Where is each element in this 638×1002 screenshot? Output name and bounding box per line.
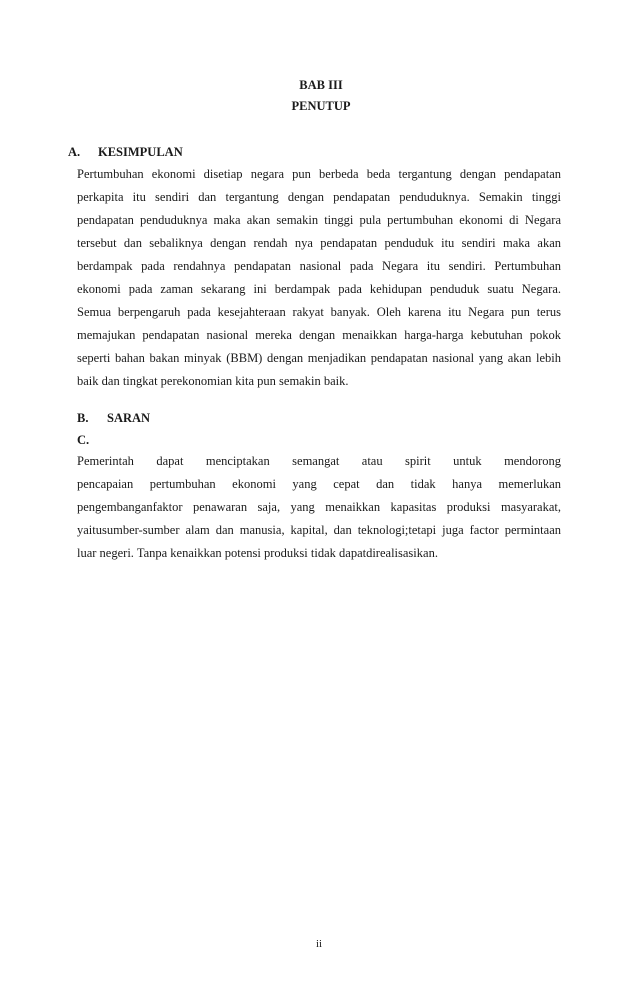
section-a-line: Semua berpengaruh pada kesejahteraan rakyat banyak. Oleh karena itu Negara pun terus [77,305,561,319]
section-a-line: perkapita itu sendiri dan tergantung dengan pendapatan penduduknya. Semakin tinggi [77,190,561,204]
section-a-line: ekonomi pada zaman sekarang ini berdampak pada kehidupan penduduk suatu Negara. [77,282,561,296]
section-a-line: memajukan pendapatan nasional mereka dengan menaikkan harga-harga kebutuhan pokok [77,328,561,342]
chapter-title: PENUTUP [291,99,351,113]
section-b-line: pencapaian pertumbuhan ekonomi yang cepat dan tidak hanya memerlukan [77,477,561,491]
section-a-heading [68,145,183,160]
section-a-line: tersebut dan sebaliknya dengan rendah nya pendapatan penduduk itu sendiri maka akan [77,236,561,250]
section-b-line: luar negeri. Tanpa kenaikkan potensi produksi tidak dapatdirealisasikan. [77,546,438,560]
section-a-line: baik dan tingkat perekonomian kita pun semakin baik. [77,374,349,388]
section-a-line: pendapatan penduduknya maka akan semakin tinggi pula pertumbuhan ekonomi di Negara [77,213,561,227]
section-b-line: Pemerintah dapat menciptakan semangat atau spirit untuk mendorong [77,454,561,468]
section-a-line: berdampak pada rendahnya pendapatan nasional pada Negara itu sendiri. Pertumbuhan [77,259,561,273]
section-b-title: SARAN [107,411,151,425]
page-number: ii [315,938,323,950]
section-a-line: Pertumbuhan ekonomi disetiap negara pun berbeda beda tergantung dengan pendapatan [77,167,561,181]
section-a-marker: A. [68,145,81,159]
section-b-line: pengembanganfaktor penawaran saja, yang menaikkan kapasitas produksi masyarakat, [77,500,561,514]
section-b-line: yaitusumber-sumber alam dan manusia, kapital, dan teknologi;tetapi juga factor permintaan [77,523,561,537]
section-b-heading [77,411,150,426]
section-a-line: seperti bahan bakan minyak (BBM) dengan menjadikan pendapatan nasional yang akan lebih [77,351,561,365]
section-b-marker: B. [77,411,89,425]
section-c-marker: C. [77,433,90,447]
chapter-label: BAB III [299,78,343,92]
section-a-title: KESIMPULAN [98,145,183,159]
